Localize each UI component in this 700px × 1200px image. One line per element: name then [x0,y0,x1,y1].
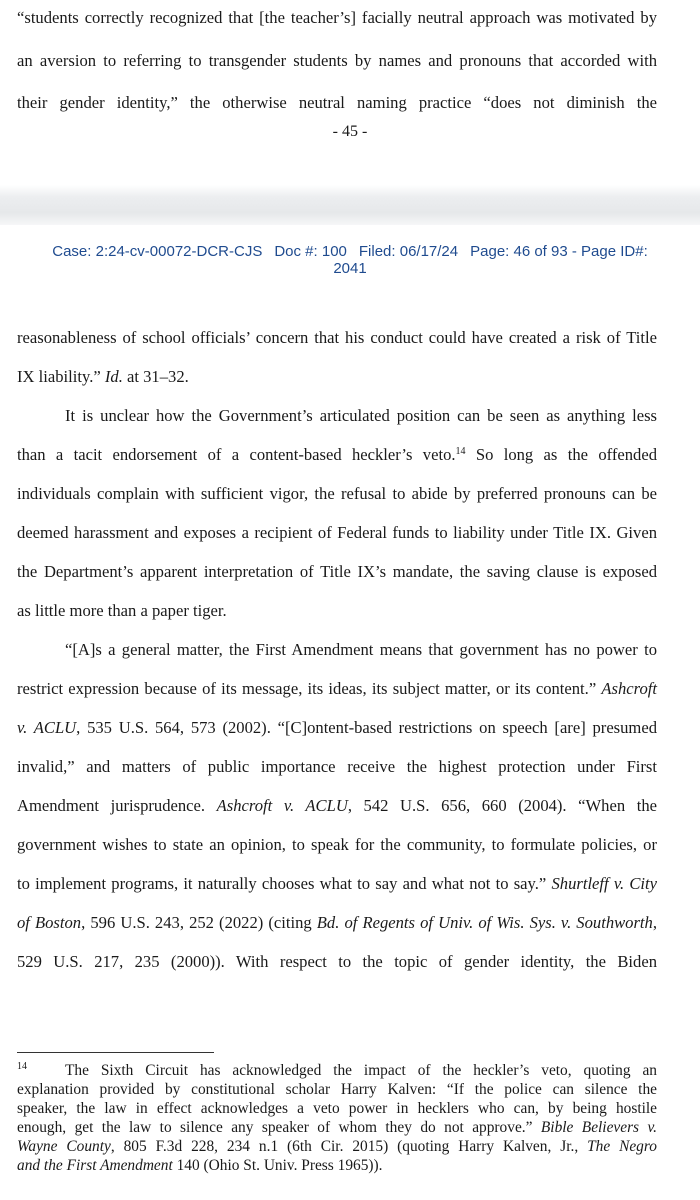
footnote-line: and the First Amendment 140 (Ohio St. Univ. Press 1965)). [17,1157,383,1174]
doc-number: Doc #: 100 [274,243,347,260]
text-line: 529 U.S. 217, 235 (2000)). With respect to the topic of gender identity, the Biden [17,952,657,971]
text-line: an aversion to referring to transgender students by names and pronouns that accorded with [17,51,657,70]
text-line: to implement programs, it naturally chooses what to say and what not to say.” Shurtleff v. City [17,874,657,893]
footnote-number: 14 [17,1061,27,1072]
filed-date: Filed: 06/17/24 [358,243,459,260]
text-line: reasonableness of school officials’ concern that his conduct could have created a risk of Title [17,328,657,347]
text-line: Amendment jurisprudence. Ashcroft v. ACLU, 542 U.S. 656, 660 (2004). “When the [17,796,657,815]
text-line: deemed harassment and exposes a recipient of Federal funds to liability under Title IX. Given [17,523,657,542]
text-line: of Boston, 596 U.S. 243, 252 (2022) (citing Bd. of Regents of Univ. of Wis. Sys. v. Southworth, [17,913,657,932]
footnote-line: The Sixth Circuit has acknowledged the impact of the heckler’s veto, quoting an [65,1062,657,1079]
text-line: “[A]s a general matter, the First Amendment means that government has no power to [65,640,657,659]
text-line: invalid,” and matters of public importance receive the highest protection under First [17,757,657,776]
text-line: as little more than a paper tiger. [17,601,227,620]
text-line: “students correctly recognized that [the teacher’s] facially neutral approach was motivated by [17,8,657,27]
page-separator [0,185,700,225]
footnote-line: explanation provided by constitutional scholar Harry Kalven: “If the police can silence the [17,1081,657,1098]
footnote-ref[interactable]: 14 [455,446,466,457]
previous-page [0,0,700,185]
text-line: v. ACLU, 535 U.S. 564, 573 (2002). “[C]ontent-based restrictions on speech [are] presumed [17,718,658,737]
page-id: 2041 [333,260,367,277]
footnote-line: speaker, the law in effect acknowledges a veto power in hecklers who can, by being hostile [17,1100,657,1117]
text-line: government wishes to state an opinion, to speak for the community, to formulate policies, or [17,835,657,854]
footnote-line: Wayne County, 805 F.3d 228, 234 n.1 (6th Cir. 2015) (quoting Harry Kalven, Jr., The Negro [17,1138,657,1155]
text-line: individuals complain with sufficient vigor, the refusal to abide by preferred pronouns can be [17,484,657,503]
footnote-line: enough, get the law to silence any speaker of whom they do not approve.” Bible Believers v. [17,1119,658,1136]
case-number: Case: 2:24-cv-00072-DCR-CJS [52,243,263,260]
text-line: It is unclear how the Government’s articulated position can be seen as anything less [65,406,657,425]
case-header [0,243,700,277]
text-line: their gender identity,” the otherwise neutral naming practice “does not diminish the [17,93,657,112]
page-number: - 45 - [332,123,368,140]
text-line: IX liability.” Id. at 31–32. [17,367,189,386]
page-info: Page: 46 of 93 - Page ID#: [470,243,648,260]
text-line: than a tacit endorsement of a content-based heckler’s veto.$^{14}$ So long as the offended [17,445,657,464]
text-line: restrict expression because of its message, its ideas, its subject matter, or its content.” Ashcroft [17,679,657,698]
footnote-divider [17,1052,214,1053]
text-line: the Department’s apparent interpretation of Title IX’s mandate, the saving clause is exposed [17,562,657,581]
current-page [0,225,700,1200]
